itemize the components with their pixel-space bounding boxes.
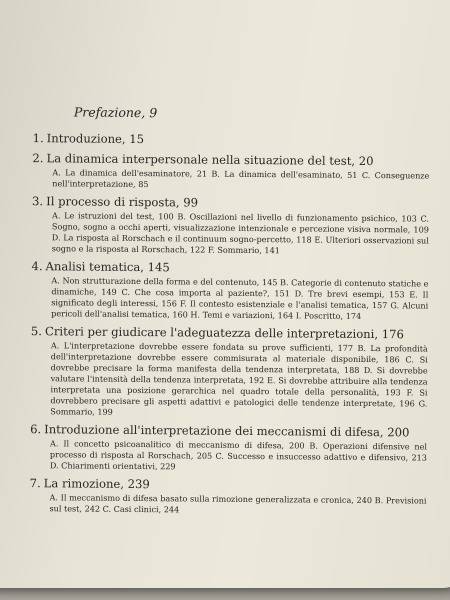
chapter-sections: A. Il concetto psicoanalitico di meccanismo di difesa, 200 B. Operazioni difensive nel processo di risposta al Rorschach, 205 C. Successo e insuccesso adattivo e difensivo, 213 D. Chiarimenti orientativi, 229 — [49, 438, 428, 472]
chapter-number: 2. — [32, 151, 44, 166]
chapter-sections: A. Le istruzioni del test, 100 B. Oscillazioni nel livello di funzionamento psichico, 103 C. Sogno, sogno a occhi aperti, visualizzazione intenzionale e percezione visiva normale, 109 D. La risposta al Rorschach e il continuum sogno-percetto, 118 E. Ulteriori osservazioni sul sogno e la risposta al Rorschach, 122 F. Sommario, 141 — [51, 210, 430, 256]
toc-entry-6 — [19, 422, 427, 475]
chapter-sections: A. L'interpretazione dovrebbe essere fondata su prove sufficienti, 177 B. La profondità dell'interpretazione dovrebbe essere commisurata al materiale disponibile, 186 C. Si dovrebbe precisare la forma manifesta della tendenza interpretata, 188 D. Si dovrebbe valutare l'intensità della tendenza interpretata, 192 E. Si dovrebbe attribuire alla tendenza interpretata una posizione gerarchica nel quadro totale della personalità, 193 F. Si dovrebbero precisare gli aspetti adattivi e patologici delle tendenze interpretate, 196 G. Sommario, 199 — [50, 340, 428, 417]
chapter-number: 5. — [30, 324, 43, 339]
table-of-contents — [18, 104, 430, 523]
chapter-sections: A. Il meccanismo di difesa basato sulla rimozione generalizzata e cronica, 240 B. Previsioni sul test, 242 C. Casi clinici, 244 — [49, 492, 427, 515]
toc-entry-3 — [21, 194, 430, 258]
preface-entry: Prefazione, 9 — [73, 104, 158, 121]
toc-entry-4 — [20, 259, 429, 323]
chapter-sections: A. Non strutturazione della forma e del contenuto, 145 B. Categorie di contenuto statiche e dinamiche, 149 C. Che cosa importa al paziente?, 151 D. Tre brevi esempi, 153 E. Il significato degli interessi, 156 F. Il contesto esistenziale e l'analisi tematica, 157 G. Alcuni pericoli dell'analisi tematica, 160 H. Temi e variazioni, 164 I. Poscritto, 174 — [51, 275, 429, 321]
chapter-number: 1. — [32, 131, 44, 146]
chapter-title: La dinamica interpersonale nella situazione del test, 20 — [46, 151, 374, 169]
chapter-title: Analisi tematica, 145 — [45, 259, 170, 275]
toc-entry-2 — [21, 151, 429, 193]
chapter-title: Criteri per giudicare l'adeguatezza delle interpretazioni, 176 — [44, 324, 404, 342]
chapter-number: 3. — [32, 194, 44, 209]
toc-entry-7 — [18, 476, 426, 518]
chapter-title: Introduzione, 15 — [46, 131, 145, 147]
toc-entry-1 — [22, 131, 430, 150]
chapter-number: 7. — [29, 476, 41, 491]
chapter-title: La rimozione, 239 — [43, 476, 150, 492]
chapter-title: Introduzione all'interpretazione dei meccanismi di difesa, 200 — [44, 422, 410, 440]
chapter-number: 4. — [31, 259, 43, 274]
chapter-title: Il processo di risposta, 99 — [46, 194, 199, 210]
chapter-sections: A. La dinamica dell'esaminatore, 21 B. La dinamica dell'esaminato, 51 C. Conseguenze nell'interpretazione, 85 — [52, 167, 430, 190]
chapter-number: 6. — [30, 422, 42, 437]
toc-entry-5 — [19, 324, 428, 421]
